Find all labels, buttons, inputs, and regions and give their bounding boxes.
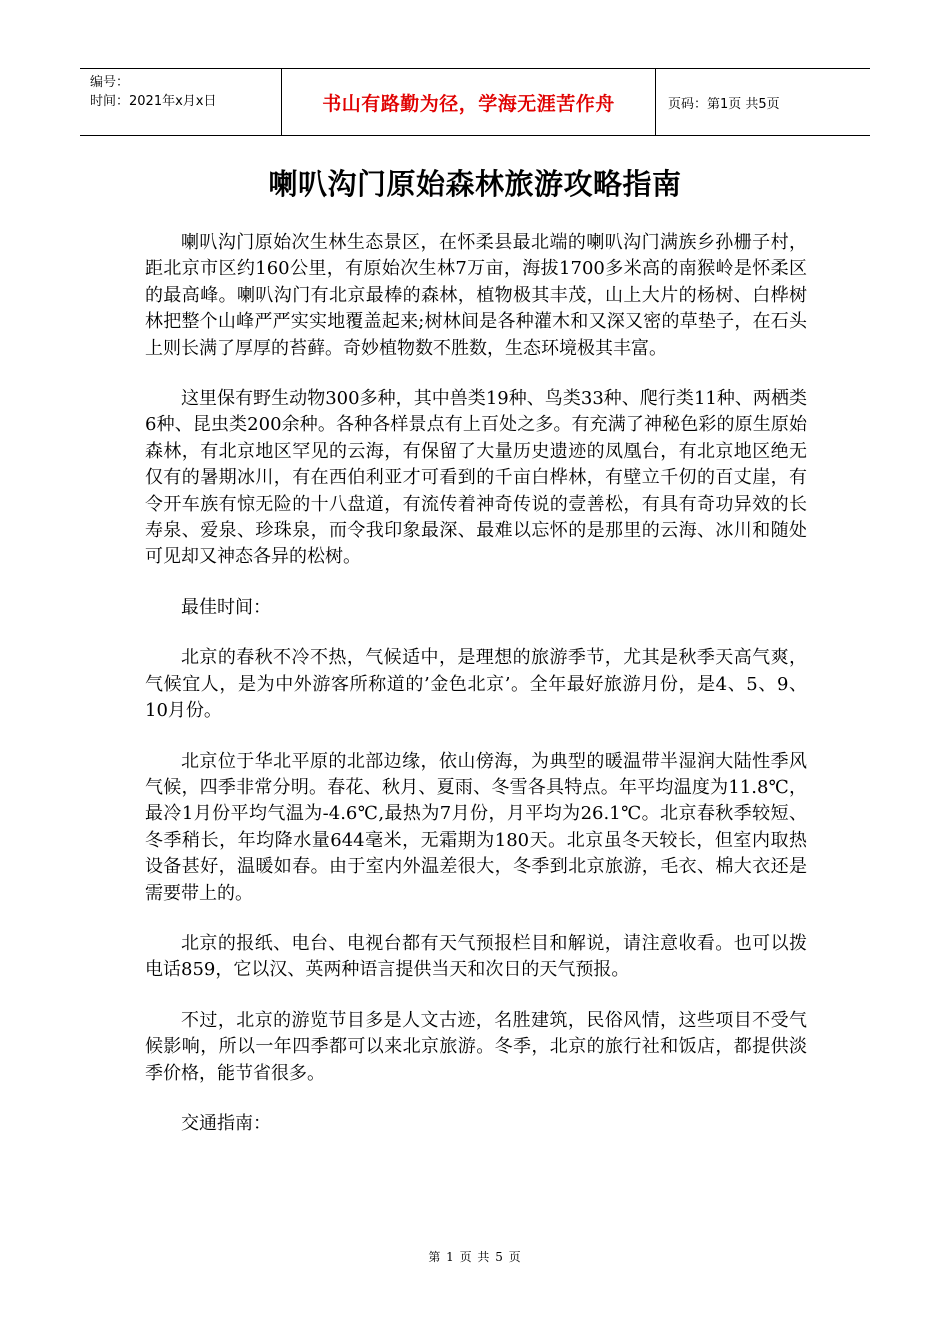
paragraph-intro: 喇叭沟门原始次生林生态景区，在怀柔县最北端的喇叭沟门满族乡孙栅子村，距北京市区约160公里，有原始次生林7万亩，海拔1700多米高的南猴岭是怀柔区的最高峰。喇叭沟门有北京最棒的森林，植物极其丰茂，山上大片的杨树、白桦树林把整个山峰严严实实地覆盖起来;树林间是各种灌木和又深又密的草垫子，在石头上则长满了厚厚的苔藓。奇妙植物数不胜数，生态环境极其丰富。 <box>145 232 807 359</box>
paragraph-year-round: 不过，北京的游览节目多是人文古迹，名胜建筑，民俗风情，这些项目不受气候影响，所以一年四季都可以来北京旅游。冬季，北京的旅行社和饭店，都提供淡季价格，能节省很多。 <box>145 1009 807 1084</box>
header-meta-cell <box>80 69 282 135</box>
header-table <box>80 68 870 136</box>
document-body <box>145 230 807 1161</box>
paragraph-seasons: 北京的春秋不冷不热，气候适中，是理想的旅游季节，尤其是秋季天高气爽，气候宜人，是为中外游客所称道的’金色北京’。全年最好旅游月份，是4、5、9、10月份。 <box>145 647 807 722</box>
header-motto-cell <box>282 69 656 135</box>
header-page-info: 页码：第1页 共5页 <box>668 96 780 112</box>
document-time-label: 时间：2021年x月x日 <box>90 94 217 109</box>
section-heading-transport: 交通指南： <box>181 1112 271 1134</box>
header-page-cell <box>656 69 870 135</box>
paragraph-weather-forecast: 北京的报纸、电台、电视台都有天气预报栏目和解说，请注意收看。也可以拨电话859，它以汉、英两种语言提供当天和次日的天气预报。 <box>145 932 807 981</box>
section-heading-best-time: 最佳时间： <box>181 596 271 618</box>
page-title: 喇叭沟门原始森林旅游攻略指南 <box>268 167 682 201</box>
page-footer: 第 1 页 共 5 页 <box>428 1250 522 1264</box>
header-motto: 书山有路勤为径，学海无涯苦作舟 <box>322 92 615 115</box>
document-number-label: 编号： <box>90 75 130 90</box>
paragraph-climate: 北京位于华北平原的北部边缘，依山傍海，为典型的暖温带半湿润大陆性季风气候，四季非常分明。春花、秋月、夏雨、冬雪各具特点。年平均温度为11.8℃，最冷1月份平均气温为-4.6℃,最热为7月份，月平均为26.1℃。北京春秋季较短、冬季稍长，年均降水量644毫米，无霜期为180天。北京虽冬天较长，但室内取热设备甚好，温暖如春。由于室内外温差很大，冬季到北京旅游，毛衣、棉大衣还是需要带上的。 <box>145 750 807 904</box>
paragraph-wildlife: 这里保有野生动物300多种，其中兽类19种、鸟类33种、爬行类11种、两栖类6种、昆虫类200余种。各种各样景点有上百处之多。有充满了神秘色彩的原生原始森林，有北京地区罕见的云海，有保留了大量历史遗迹的凤凰台，有北京地区绝无仅有的暑期冰川，有在西伯利亚才可看到的千亩白桦林，有壁立千仞的百丈崖，有令开车族有惊无险的十八盘道，有流传着神奇传说的壹善松，有具有奇功异效的长寿泉、爱泉、珍珠泉，而令我印象最深、最难以忘怀的是那里的云海、冰川和随处可见却又神态各异的松树。 <box>145 388 807 568</box>
